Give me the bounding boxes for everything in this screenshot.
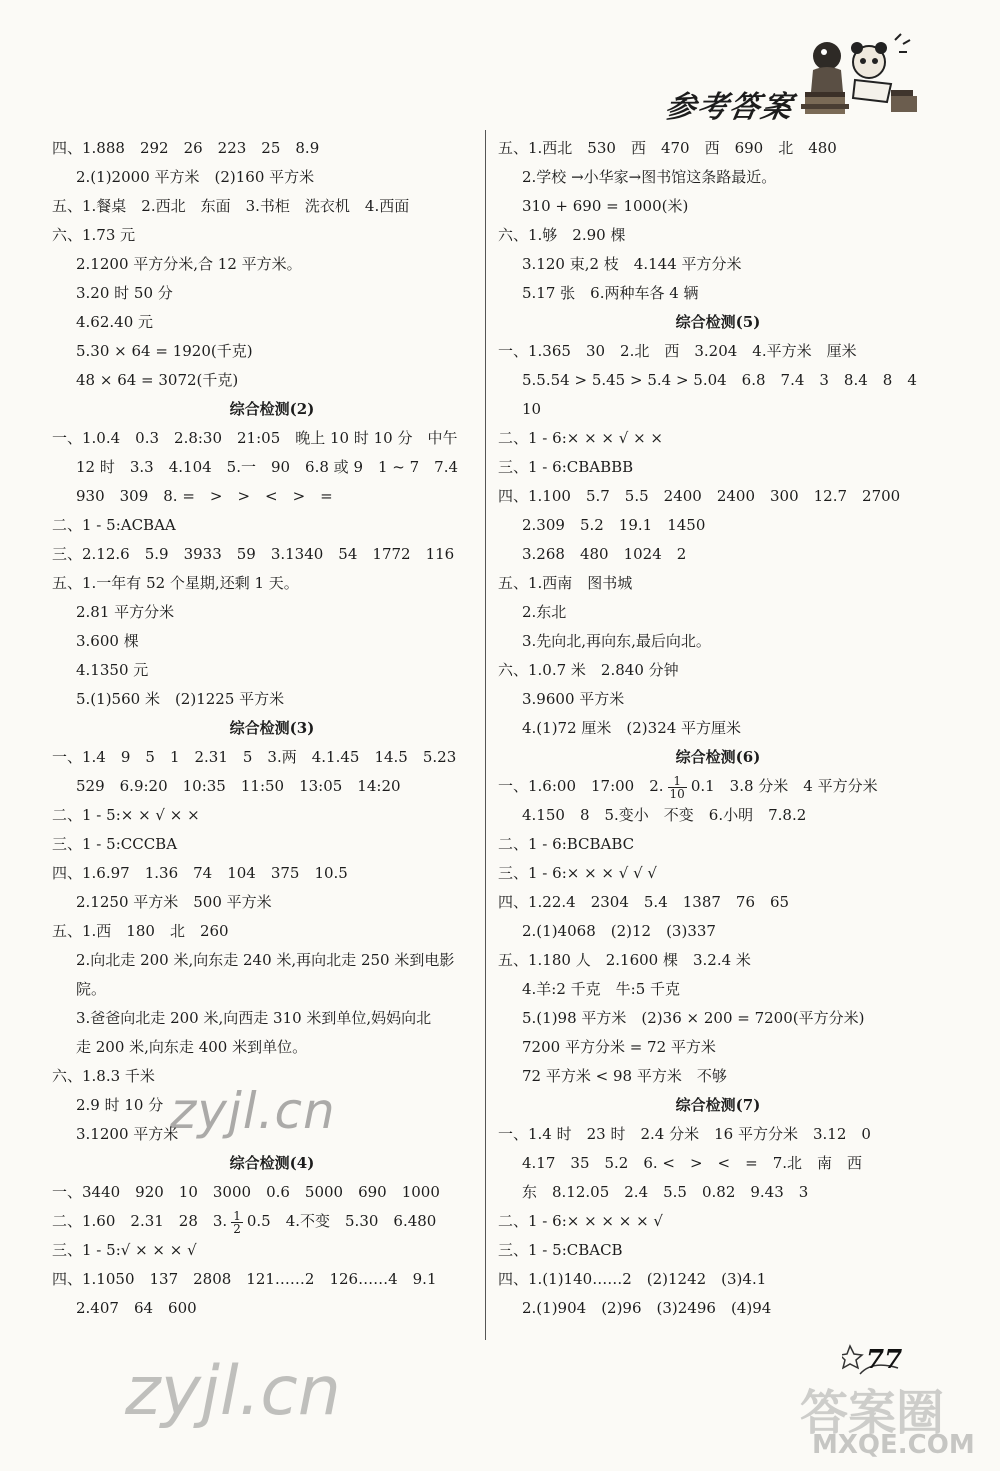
answer-subline — [498, 1149, 938, 1178]
answer-subline — [52, 308, 492, 337]
answer-subline — [498, 801, 938, 830]
section-heading — [498, 1091, 938, 1120]
answer-text: 4.1350 元 — [76, 661, 149, 679]
answer-text: 4.羊:2 千克 牛:5 千克 — [522, 980, 681, 998]
answer-text: 3.120 束,2 枝 4.144 平方分米 — [522, 255, 742, 273]
answer-line — [52, 192, 492, 221]
left-answer-column — [52, 134, 492, 1323]
answer-text: 529 6.9:20 10:35 11:50 13:05 14:20 — [76, 777, 401, 795]
answer-text: 综合检测(2) — [229, 400, 315, 418]
answer-text-after-fraction: 0.1 3.8 分米 4 平方分米 — [690, 777, 878, 795]
answer-line — [52, 511, 492, 540]
answer-text: 五、1.一年有 52 个星期,还剩 1 天。 — [52, 574, 299, 592]
answer-line — [498, 453, 938, 482]
answer-subline — [52, 163, 492, 192]
answer-text: 310 + 690 = 1000(米) — [522, 197, 689, 215]
answer-text: 4.(1)72 厘米 (2)324 平方厘米 — [522, 719, 742, 737]
answer-text: 4.17 35 5.2 6. < > < = 7.北 南 西 — [522, 1154, 863, 1172]
answer-line — [52, 134, 492, 163]
answer-text: 5.(1)560 米 (2)1225 平方米 — [76, 690, 285, 708]
answer-line — [52, 569, 492, 598]
answer-text: 2.309 5.2 19.1 1450 — [522, 516, 706, 534]
answer-text: 3.先向北,再向东,最后向北。 — [522, 632, 711, 650]
answer-text: 5.17 张 6.两种车各 4 辆 — [522, 284, 699, 302]
answer-subline — [498, 917, 938, 946]
answer-text: 四、1.(1)140……2 (2)1242 (3)4.1 — [498, 1270, 767, 1288]
answer-subline — [498, 1033, 938, 1062]
answer-line — [498, 569, 938, 598]
watermark-zyjl-2: zyjl.cn — [125, 1352, 341, 1431]
watermark-mxqe: MXQE.COM — [812, 1430, 975, 1460]
answer-subline — [52, 975, 492, 1004]
answer-subline — [52, 453, 492, 482]
section-heading — [498, 308, 938, 337]
answer-text: 三、2.12.6 5.9 3933 59 3.1340 54 1772 116 — [52, 545, 455, 563]
answer-line — [498, 337, 938, 366]
answer-text: 48 × 64 = 3072(千克) — [76, 371, 239, 389]
answer-subline — [498, 598, 938, 627]
answer-subline — [498, 366, 938, 395]
answer-subline — [52, 1033, 492, 1062]
fraction-numerator: 1 — [668, 775, 687, 788]
answer-subline — [52, 337, 492, 366]
answer-text: 二、1.60 2.31 28 3. — [52, 1212, 228, 1230]
fraction — [231, 1210, 243, 1235]
answer-subline — [498, 1004, 938, 1033]
answer-subline — [498, 1178, 938, 1207]
answer-subline — [498, 975, 938, 1004]
watermark-zyjl-1: zyjl.cn — [170, 1082, 336, 1140]
answer-text: 2.81 平方分米 — [76, 603, 175, 621]
answer-text: 三、1 - 6:CBABBB — [498, 458, 634, 476]
answer-line — [52, 424, 492, 453]
answer-text: 六、1.73 元 — [52, 226, 136, 244]
answer-line — [498, 221, 938, 250]
answer-text: 六、1.0.7 米 2.840 分钟 — [498, 661, 679, 679]
answer-line — [52, 1178, 492, 1207]
answer-subline — [498, 163, 938, 192]
answer-text: 三、1 - 5:CBACB — [498, 1241, 623, 1259]
answer-text: 四、1.22.4 2304 5.4 1387 76 65 — [498, 893, 790, 911]
answer-subline — [52, 598, 492, 627]
answer-line — [52, 221, 492, 250]
answer-line — [498, 1120, 938, 1149]
answer-subline — [52, 656, 492, 685]
answer-subline — [52, 279, 492, 308]
answer-subline — [52, 1294, 492, 1323]
answer-text: 综合检测(4) — [229, 1154, 315, 1172]
answer-line — [498, 1236, 938, 1265]
answer-text: 5.(1)98 平方米 (2)36 × 200 = 7200(平方分米) — [522, 1009, 865, 1027]
answer-subline — [498, 685, 938, 714]
answer-line — [498, 1265, 938, 1294]
page-number: 77 — [866, 1345, 902, 1375]
answer-line — [52, 801, 492, 830]
answer-subline — [498, 192, 938, 221]
answer-text: 六、1.8.3 千米 — [52, 1067, 155, 1085]
answer-text: 2.东北 — [522, 603, 567, 621]
answer-subline — [52, 482, 492, 511]
answer-subline — [52, 627, 492, 656]
answer-text: 2.(1)2000 平方米 (2)160 平方米 — [76, 168, 315, 186]
section-heading — [52, 714, 492, 743]
answer-text: 930 309 8. = > > < > = — [76, 487, 333, 505]
answer-text: 四、1.888 292 26 223 25 8.9 — [52, 139, 320, 157]
answer-text: 4.150 8 5.变小 不变 6.小明 7.8.2 — [522, 806, 807, 824]
answer-text: 12 时 3.3 4.104 5.一 90 6.8 或 9 1 ~ 7 7.4 — [76, 458, 459, 476]
answer-line — [498, 772, 938, 801]
fraction-numerator: 1 — [233, 1208, 241, 1223]
answer-text: 3.600 棵 — [76, 632, 139, 650]
answer-text: 四、1.6.97 1.36 74 104 375 10.5 — [52, 864, 348, 882]
answer-subline — [52, 946, 492, 975]
answer-line — [498, 424, 938, 453]
answer-subline — [498, 1062, 938, 1091]
answer-text: 东 8.12.05 2.4 5.5 0.82 9.43 3 — [522, 1183, 809, 1201]
answer-text: 一、3440 920 10 3000 0.6 5000 690 1000 — [52, 1183, 440, 1201]
answer-text: 2.9 时 10 分 — [76, 1096, 164, 1114]
answer-line — [52, 1265, 492, 1294]
answer-text: 三、1 - 6:× × × √ √ √ — [498, 864, 657, 882]
answer-text: 二、1 - 6:× × × × × √ — [498, 1212, 663, 1230]
answer-text: 二、1 - 5:× × √ × × — [52, 806, 200, 824]
answer-line — [498, 946, 938, 975]
answer-text: 5.5.54 > 5.45 > 5.4 > 5.04 6.8 7.4 3 8.4 8 4 — [522, 371, 917, 389]
answer-subline — [498, 714, 938, 743]
answer-text: 四、1.1050 137 2808 121……2 126……4 9.1 — [52, 1270, 437, 1288]
answer-subline — [498, 395, 938, 424]
answer-text: 3.268 480 1024 2 — [522, 545, 687, 563]
answer-text: 二、1 - 6:× × × √ × × — [498, 429, 663, 447]
answer-subline — [498, 540, 938, 569]
answer-subline — [498, 511, 938, 540]
answer-text: 一、1.365 30 2.北 西 3.204 4.平方米 厘米 — [498, 342, 857, 360]
answer-line — [52, 540, 492, 569]
answer-text: 4.62.40 元 — [76, 313, 154, 331]
answer-text: 2.学校 →小华家→图书馆这条路最近。 — [522, 168, 777, 186]
answer-line — [498, 482, 938, 511]
answer-text: 二、1 - 6:BCBABC — [498, 835, 635, 853]
answer-text: 2.向北走 200 米,向东走 240 米,再向北走 250 米到电影 — [76, 951, 455, 969]
watermark-answer-circle: 答案圈 — [800, 1385, 945, 1441]
answer-text: 三、1 - 5:CCCBA — [52, 835, 178, 853]
answer-text: 院。 — [76, 980, 107, 998]
answer-line — [52, 1207, 492, 1236]
answer-text: 综合检测(6) — [675, 748, 761, 766]
answer-line — [498, 859, 938, 888]
answer-subline — [498, 1294, 938, 1323]
answer-text: 一、1.4 9 5 1 2.31 5 3.两 4.1.45 14.5 5.23 — [52, 748, 457, 766]
answer-line — [498, 134, 938, 163]
answer-text: 走 200 米,向东走 400 米到单位。 — [76, 1038, 308, 1056]
answer-line — [52, 1236, 492, 1265]
answer-subline — [498, 250, 938, 279]
answer-text: 二、1 - 5:ACBAA — [52, 516, 176, 534]
fraction-denominator: 10 — [669, 786, 685, 801]
answer-text: 2.1250 平方米 500 平方米 — [76, 893, 272, 911]
answer-text: 5.30 × 64 = 1920(千克) — [76, 342, 253, 360]
mascot-reading-illustration — [795, 30, 920, 120]
section-heading — [52, 395, 492, 424]
answer-subline — [498, 279, 938, 308]
answer-line — [498, 656, 938, 685]
answer-text: 综合检测(5) — [675, 313, 761, 331]
answer-subline — [52, 685, 492, 714]
answer-text: 2.407 64 600 — [76, 1299, 197, 1317]
answer-text: 五、1.西北 530 西 470 西 690 北 480 — [498, 139, 837, 157]
answer-line — [498, 830, 938, 859]
section-heading — [52, 1149, 492, 1178]
answer-subline — [498, 627, 938, 656]
answer-line — [52, 743, 492, 772]
answer-text: 72 平方米 < 98 平方米 不够 — [522, 1067, 727, 1085]
answer-text: 综合检测(7) — [675, 1096, 761, 1114]
answer-subline — [52, 888, 492, 917]
answer-text: 3.1200 平方米 — [76, 1125, 179, 1143]
answer-text: 五、1.西南 图书城 — [498, 574, 633, 592]
answer-text: 六、1.够 2.90 棵 — [498, 226, 626, 244]
answer-subline — [52, 1004, 492, 1033]
answer-text: 四、1.100 5.7 5.5 2400 2400 300 12.7 2700 — [498, 487, 901, 505]
answer-line — [498, 1207, 938, 1236]
answer-text: 综合检测(3) — [229, 719, 315, 737]
answer-text: 五、1.180 人 2.1600 棵 3.2.4 米 — [498, 951, 751, 969]
answer-line — [498, 888, 938, 917]
answer-subline — [52, 772, 492, 801]
answer-text: 三、1 - 5:√ × × × √ — [52, 1241, 197, 1259]
answer-text: 7200 平方分米 = 72 平方米 — [522, 1038, 716, 1056]
answer-line — [52, 859, 492, 888]
fraction-denominator: 2 — [233, 1221, 241, 1236]
answer-text: 2.1200 平方分米,合 12 平方米。 — [76, 255, 302, 273]
answer-text: 3.9600 平方米 — [522, 690, 625, 708]
answer-text: 一、1.0.4 0.3 2.8:30 21:05 晚上 10 时 10 分 中午 — [52, 429, 458, 447]
answer-text: 2.(1)4068 (2)12 (3)337 — [522, 922, 716, 940]
right-answer-column — [498, 134, 938, 1323]
answer-key-title: 参考答案 — [662, 90, 797, 125]
answer-text: 3.爸爸向北走 200 米,向西走 310 米到单位,妈妈向北 — [76, 1009, 432, 1027]
answer-subline — [52, 250, 492, 279]
section-heading — [498, 743, 938, 772]
answer-subline — [52, 366, 492, 395]
answer-text: 五、1.西 180 北 260 — [52, 922, 229, 940]
answer-text: 2.(1)904 (2)96 (3)2496 (4)94 — [522, 1299, 772, 1317]
answer-text: 五、1.餐桌 2.西北 东面 3.书柜 洗衣机 4.西面 — [52, 197, 410, 215]
answer-text: 一、1.6:00 17:00 2. — [498, 777, 664, 795]
fraction — [668, 775, 687, 800]
answer-text-after-fraction: 0.5 4.不变 5.30 6.480 — [246, 1212, 437, 1230]
answer-line — [52, 917, 492, 946]
answer-text: 3.20 时 50 分 — [76, 284, 173, 302]
answer-text: 一、1.4 时 23 时 2.4 分米 16 平方分米 3.12 0 — [498, 1125, 871, 1143]
answer-text: 10 — [522, 400, 542, 418]
answer-line — [52, 830, 492, 859]
